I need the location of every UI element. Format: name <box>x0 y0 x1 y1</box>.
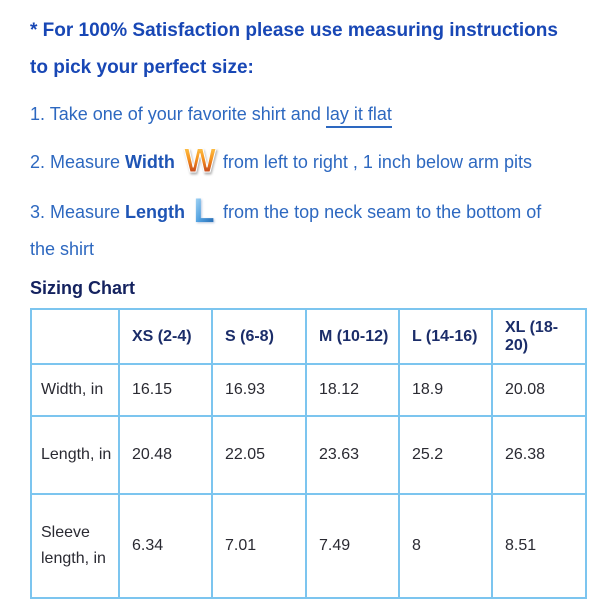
length-m-value: 23.63 <box>306 416 399 494</box>
row-label-width: Width, in <box>31 364 119 416</box>
table-row-length <box>31 416 586 494</box>
measuring-step-3 <box>30 191 600 268</box>
row-label-sleeve-length: Sleeve length, in <box>31 494 119 598</box>
step3-line1 <box>30 191 600 231</box>
width-l-value: 18.9 <box>399 364 492 416</box>
width-letter-icon <box>182 141 218 179</box>
table-row-width <box>31 364 586 416</box>
length-xl-value: 26.38 <box>492 416 586 494</box>
step2-keyword-width: Width <box>125 152 175 172</box>
col-header-xl: XL (18-20) <box>492 309 586 364</box>
satisfaction-note-line1: * For 100% Satisfaction please use measuring instructions <box>30 20 558 41</box>
satisfaction-note-line2: to pick your perfect size: <box>30 57 254 78</box>
length-xs-value: 20.48 <box>119 416 212 494</box>
width-m-value: 18.12 <box>306 364 399 416</box>
width-xs-value: 16.15 <box>119 364 212 416</box>
col-header-l: L (14-16) <box>399 309 492 364</box>
width-xl-value: 20.08 <box>492 364 586 416</box>
step3-prefix: 3. Measure <box>30 202 126 222</box>
sizing-chart-heading: Sizing Chart <box>30 278 136 298</box>
corner-header-cell <box>31 309 119 364</box>
col-header-s: S (6-8) <box>212 309 306 364</box>
width-letter-glyph: W <box>183 142 216 179</box>
table-header-row <box>31 309 586 364</box>
table-row-sleeve-length <box>31 494 586 598</box>
sleeve-m-value: 7.49 <box>306 494 399 598</box>
step1-lay-it-flat-underlined: lay it flat <box>326 104 392 128</box>
col-header-xs: XS (2-4) <box>119 309 212 364</box>
sleeve-l-value: 8 <box>399 494 492 598</box>
step3-suffix: from the top neck seam to the bottom of <box>223 202 542 222</box>
measuring-step-2 <box>30 141 600 181</box>
sleeve-xl-value: 8.51 <box>492 494 586 598</box>
sleeve-s-value: 7.01 <box>212 494 306 598</box>
satisfaction-note <box>30 12 600 86</box>
step3-line2: the shirt <box>30 239 95 259</box>
sizing-chart-table <box>30 308 587 599</box>
length-l-value: 25.2 <box>399 416 492 494</box>
length-letter-glyph: L <box>193 192 215 229</box>
length-s-value: 22.05 <box>212 416 306 494</box>
step2-suffix: from left to right , 1 inch below arm pits <box>222 152 532 172</box>
row-label-length: Length, in <box>31 416 119 494</box>
col-header-m: M (10-12) <box>306 309 399 364</box>
measuring-step-1 <box>30 99 600 129</box>
step2-prefix: 2. Measure <box>30 152 126 172</box>
sleeve-xs-value: 6.34 <box>119 494 212 598</box>
length-letter-icon <box>193 191 215 229</box>
step3-keyword-length: Length <box>125 202 186 222</box>
step1-text: 1. Take one of your favorite shirt and <box>30 104 326 124</box>
width-s-value: 16.93 <box>212 364 306 416</box>
